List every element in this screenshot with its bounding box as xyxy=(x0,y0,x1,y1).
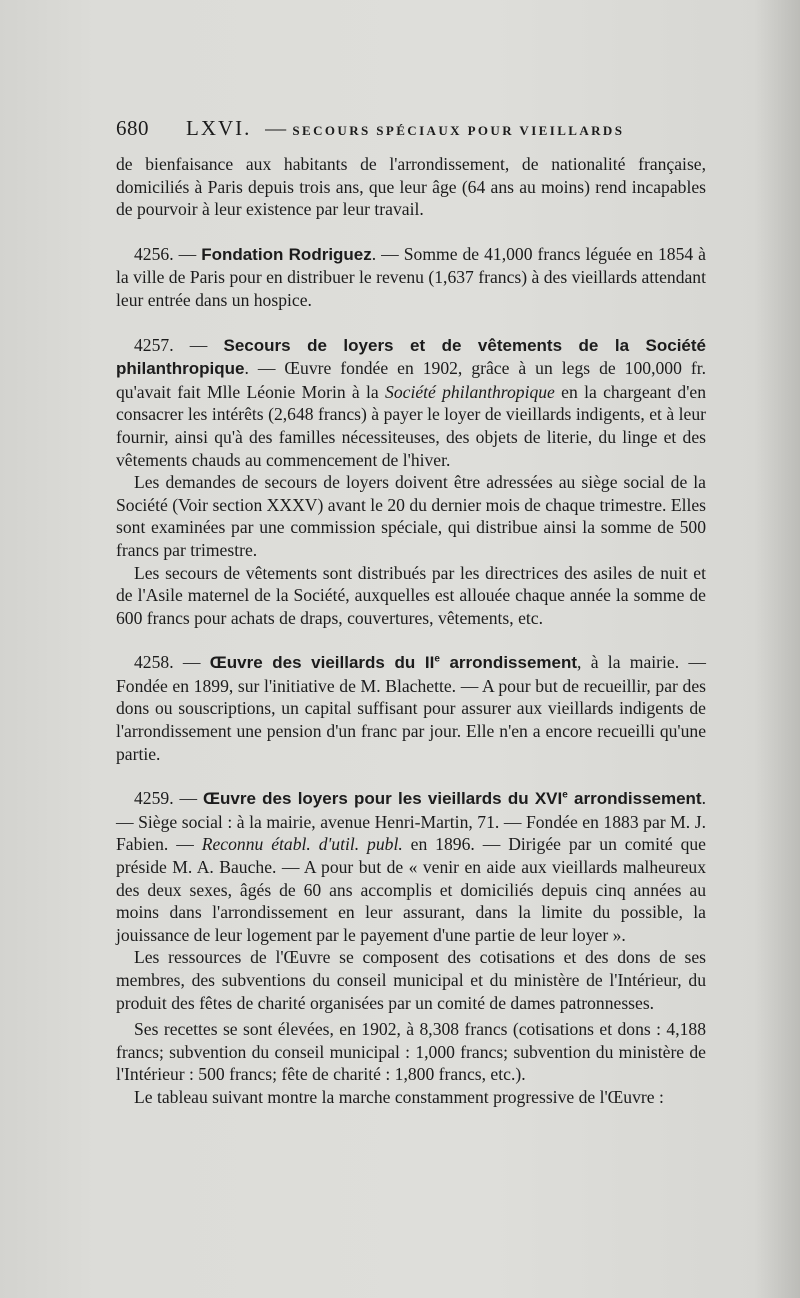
entry-text: . — Siège social : à la mairie, avenue Henri-Martin, 71. — Fondée en 1883 par M. J. Fabien. — xyxy=(116,788,706,855)
paragraph: Ses recettes se sont élevées, en 1902, à 8,308 francs (cotisations et dons : 4,188 francs; subvention du conseil municipal : 1,000 francs; subvention du ministère de l'Intérieur : 500 francs; fête de charité : 1,800 francs, etc.). xyxy=(116,1019,706,1085)
entry-title-part: Œuvre des loyers pour les vieillards du XVI xyxy=(203,789,563,809)
entry-text: , à la mairie. — Fondée en 1899, sur l'initiative de M. Blachette. — A pour but de recueillir, par des dons ou souscriptions, un capital suffisant pour assurer aux vieillards indigents de l'arrondissement une pension d'un franc par jour. Elle n'en a encore recueilli qu'une partie. xyxy=(116,652,706,764)
entry-4257 xyxy=(116,334,706,472)
entry-title-part: arrondissement xyxy=(439,653,578,673)
entry-text: . — Somme de 41,000 francs léguée en 1854 à la ville de Paris pour en distribuer le revenu (1,637 francs) à des vieillards attendant leur entrée dans un hospice. xyxy=(116,243,706,310)
running-title: SECOURS SPÉCIAUX POUR VIEILLARDS xyxy=(292,123,625,138)
superscript: e xyxy=(434,653,440,665)
continued-paragraph: de bienfaisance aux habitants de l'arrondissement, de nationalité française, domiciliés à Paris depuis trois ans, que leur âge (64 ans au moins) rend incapables de pourvoir à leur existence par leur travail. xyxy=(116,154,706,220)
entry-4256 xyxy=(116,243,706,312)
entry-text: . — Œuvre fondée en 1902, grâce à un legs de 100,000 fr. qu'avait fait Mlle Léonie Morin à la xyxy=(116,358,706,402)
page-edge-shadow xyxy=(754,0,800,1298)
italic-recognition: Reconnu établ. d'util. publ. xyxy=(201,834,403,855)
entry-4259 xyxy=(116,787,706,946)
entry-title xyxy=(210,653,577,672)
entry-title-part: Œuvre des vieillards du II xyxy=(209,653,435,673)
running-header xyxy=(116,116,706,141)
page-body xyxy=(116,153,706,1109)
entry-title: Secours de loyers et de vêtements de la Société philanthropique xyxy=(116,335,706,379)
chapter-number: LXVI. xyxy=(186,116,252,140)
paragraph: Les secours de vêtements sont distribués par les directrices des asiles de nuit et de l'Asile maternel de la Société, auxquelles est allouée chaque année la somme de 600 francs pour achats de draps, couvertures, vêtements, etc. xyxy=(116,562,706,628)
entry-4258 xyxy=(116,651,706,765)
entry-text-continued: en la chargeant d'en consacrer les intérêts (2,648 francs) à payer le loyer de vieillards indigents, et à leur fournir, ainsi qu'à des familles nécessiteuses, des objets de literie, du linge et des vêtements chauds au commencement de l'hiver. xyxy=(116,381,706,470)
paragraph: Les demandes de secours de loyers doivent être adressées au siège social de la Société (Voir section XXXV) avant le 20 du dernier mois de chaque trimestre. Elles sont examinées par une commission spéciale, qui distribue ainsi la somme de 500 francs par trimestre. xyxy=(116,472,706,560)
entry-number: 4257. — xyxy=(134,334,224,355)
entry-text-continued: en 1896. — Dirigée par un comité que préside M. A. Bauche. — A pour but de « venir en aide aux vieillards malheureux des deux sexes, âgés de 60 ans accomplis et domiciliés depuis cinq années au moins dans l'arrondissement en leur assurant, dans la limite du possible, la jouissance de leur logement par le payement d'une partie de leur loyer ». xyxy=(116,834,706,945)
paragraph: Le tableau suivant montre la marche constamment progressive de l'Œuvre : xyxy=(134,1086,664,1107)
entry-title-part: arrondissement xyxy=(567,789,702,809)
paragraph: Les ressources de l'Œuvre se composent des cotisations et des dons de ses membres, des subventions du conseil municipal et du ministère de l'Intérieur, du produit des fêtes de charité organisées par un comité de dames patronnesses. xyxy=(116,947,706,1013)
page-number: 680 xyxy=(116,116,149,140)
entry-number: 4256. — xyxy=(134,243,202,264)
header-dash: — xyxy=(265,116,287,140)
entry-number: 4258. — xyxy=(134,652,210,673)
entry-number: 4259. — xyxy=(134,788,204,809)
superscript: e xyxy=(562,789,568,801)
entry-title: Fondation Rodriguez xyxy=(201,244,372,264)
italic-society-name: Société philanthropique xyxy=(385,381,555,402)
entry-title xyxy=(203,789,702,808)
